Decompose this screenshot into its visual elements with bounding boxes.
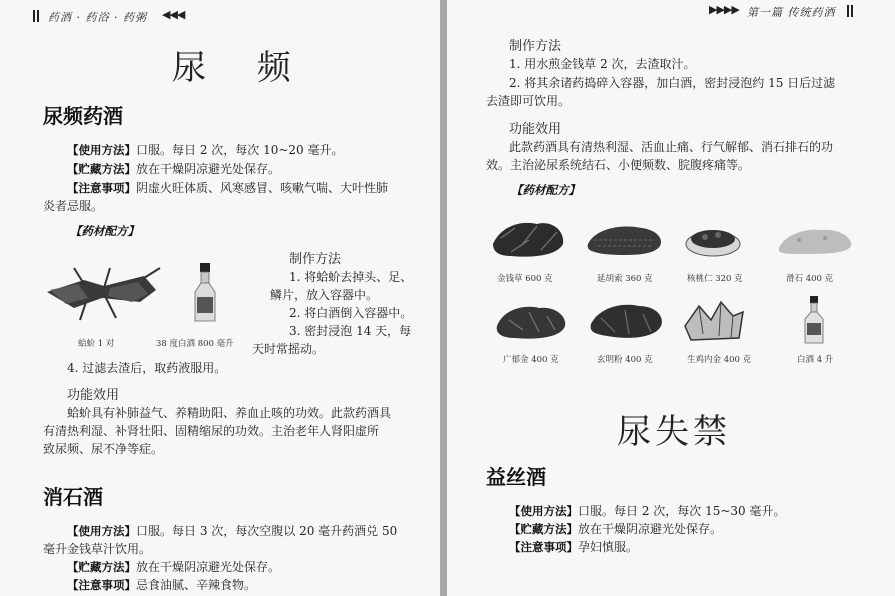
caution-text: 阴虚火旺体质、风寒感冒、咳嗽气喘、大叶性肺 (136, 181, 389, 195)
storage-label: 【贮藏方法】 (67, 560, 136, 574)
usage-line (509, 502, 786, 520)
storage-text: 放在干燥阴凉避光处保存。 (578, 522, 723, 536)
walnut-bowl-icon (685, 222, 741, 258)
right-page (447, 0, 895, 596)
storage-line (67, 558, 280, 576)
herb-pile-icon (491, 216, 567, 260)
effect-text: 此款药酒具有清热利湿、活血止痛、行气解郁、消石排石的功 (509, 140, 834, 154)
storage-line (67, 160, 280, 178)
storage-text: 放在干燥阴凉避光处保存。 (136, 162, 281, 176)
recipe-title: 消石酒 (43, 485, 103, 509)
caution-label: 【注意事项】 (67, 181, 136, 195)
page-title: 尿失禁 (617, 412, 731, 452)
method-title: 制作方法 (289, 252, 342, 267)
herb-pile-icon (681, 298, 747, 344)
usage-text: 口服。每日 2 次，每次 15~30 毫升。 (578, 504, 786, 518)
header-bar-mark (37, 10, 39, 22)
liquor-bottle-icon (802, 296, 826, 344)
ingredients-label: 【药材配方】 (511, 183, 580, 197)
caution-label: 【注意事项】 (509, 540, 578, 554)
method-step: 4. 过滤去渣后，取药液服用。 (67, 361, 227, 375)
storage-text: 放在干燥阴凉避光处保存。 (136, 560, 281, 574)
effect-text: 效。主治泌尿系统结石、小便频数、脘腹疼痛等。 (486, 158, 751, 172)
usage-text: 口服。每日 3 次，每次空腹以 20 毫升药酒兑 50 (136, 524, 398, 538)
gecko-icon (44, 262, 162, 324)
header-bar-mark (851, 5, 853, 17)
ingredient-caption: 蛤蚧 1 对 (78, 339, 115, 349)
caution-line (67, 576, 256, 594)
effect-text: 蛤蚧具有补肺益气、养精助阳、养血止咳的功效。此款药酒具 (67, 406, 392, 420)
effect-text: 有清热利湿、补肾壮阳、固精缩尿的功效。主治老年人肾阳虚所 (43, 424, 380, 438)
powder-pile-icon (777, 226, 855, 256)
caution-text: 孕妇慎服。 (578, 540, 639, 554)
caution-text: 忌食油腻、辛辣食物。 (136, 578, 257, 592)
ingredient-caption: 核桃仁 320 克 (687, 274, 743, 284)
herb-pile-icon (586, 222, 664, 258)
recipe-title: 益丝酒 (486, 465, 546, 489)
ingredient-caption: 38 度白酒 800 毫升 (156, 339, 234, 349)
method-step: 天时常摇动。 (252, 342, 325, 356)
running-header: 第一篇 传统药酒 (747, 6, 836, 19)
ingredient-caption: 金钱草 600 克 (497, 274, 553, 284)
usage-line (67, 141, 344, 159)
left-page (0, 0, 440, 596)
ingredient-caption: 广郁金 400 克 (503, 355, 559, 365)
storage-label: 【贮藏方法】 (509, 522, 578, 536)
caution-line (67, 179, 388, 197)
effect-title: 功能效用 (509, 122, 562, 137)
caution-line (509, 538, 638, 556)
caution-label: 【注意事项】 (67, 578, 136, 592)
method-step: 2. 将白酒倒入容器中。 (289, 306, 413, 320)
usage-label: 【使用方法】 (509, 504, 578, 518)
usage-line (67, 522, 397, 540)
usage-label: 【使用方法】 (67, 524, 136, 538)
method-step: 1. 用水煎金钱草 2 次，去渣取汁。 (509, 57, 696, 71)
header-arrows-icon: ▶▶▶▶ (709, 3, 739, 16)
herb-pile-icon (589, 302, 665, 342)
page-gutter (440, 0, 447, 596)
storage-line (509, 520, 722, 538)
method-step: 2. 将其余诸药捣碎入容器，加白酒，密封浸泡约 15 日后过滤 (509, 76, 836, 90)
ingredient-caption: 生鸡内金 400 克 (687, 355, 752, 365)
effect-text: 致尿频、尿不净等症。 (43, 442, 164, 456)
method-step: 去渣即可饮用。 (486, 94, 571, 108)
method-title: 制作方法 (509, 39, 562, 54)
caution-text-cont: 炎者忌服。 (43, 199, 104, 213)
ingredient-caption: 白酒 4 升 (797, 355, 834, 365)
recipe-title: 尿频药酒 (43, 104, 123, 128)
header-bar-mark (33, 10, 35, 22)
ingredient-caption: 延胡索 360 克 (597, 274, 653, 284)
header-bar-mark (847, 5, 849, 17)
ingredients-label: 【药材配方】 (70, 224, 139, 238)
method-step: 3. 密封浸泡 14 天，每 (289, 324, 412, 338)
usage-text-cont: 毫升金钱草汁饮用。 (43, 542, 152, 556)
usage-text: 口服。每日 2 次，每次 10~20 毫升。 (136, 143, 344, 157)
running-header: 药酒 · 药浴 · 药粥 (48, 11, 147, 24)
method-step: 1. 将蛤蚧去掉头、足、 (289, 270, 413, 284)
ingredient-caption: 玄明粉 400 克 (597, 355, 653, 365)
page-title: 尿 频 (172, 48, 311, 88)
usage-label: 【使用方法】 (67, 143, 136, 157)
header-arrows-icon: ◀◀◀ (162, 8, 185, 21)
effect-title: 功能效用 (67, 388, 120, 403)
liquor-bottle-icon (192, 263, 218, 323)
method-step: 鳞片，放入容器中。 (270, 288, 379, 302)
herb-pile-icon (495, 302, 569, 342)
ingredient-caption: 滑石 400 克 (786, 274, 834, 284)
storage-label: 【贮藏方法】 (67, 162, 136, 176)
